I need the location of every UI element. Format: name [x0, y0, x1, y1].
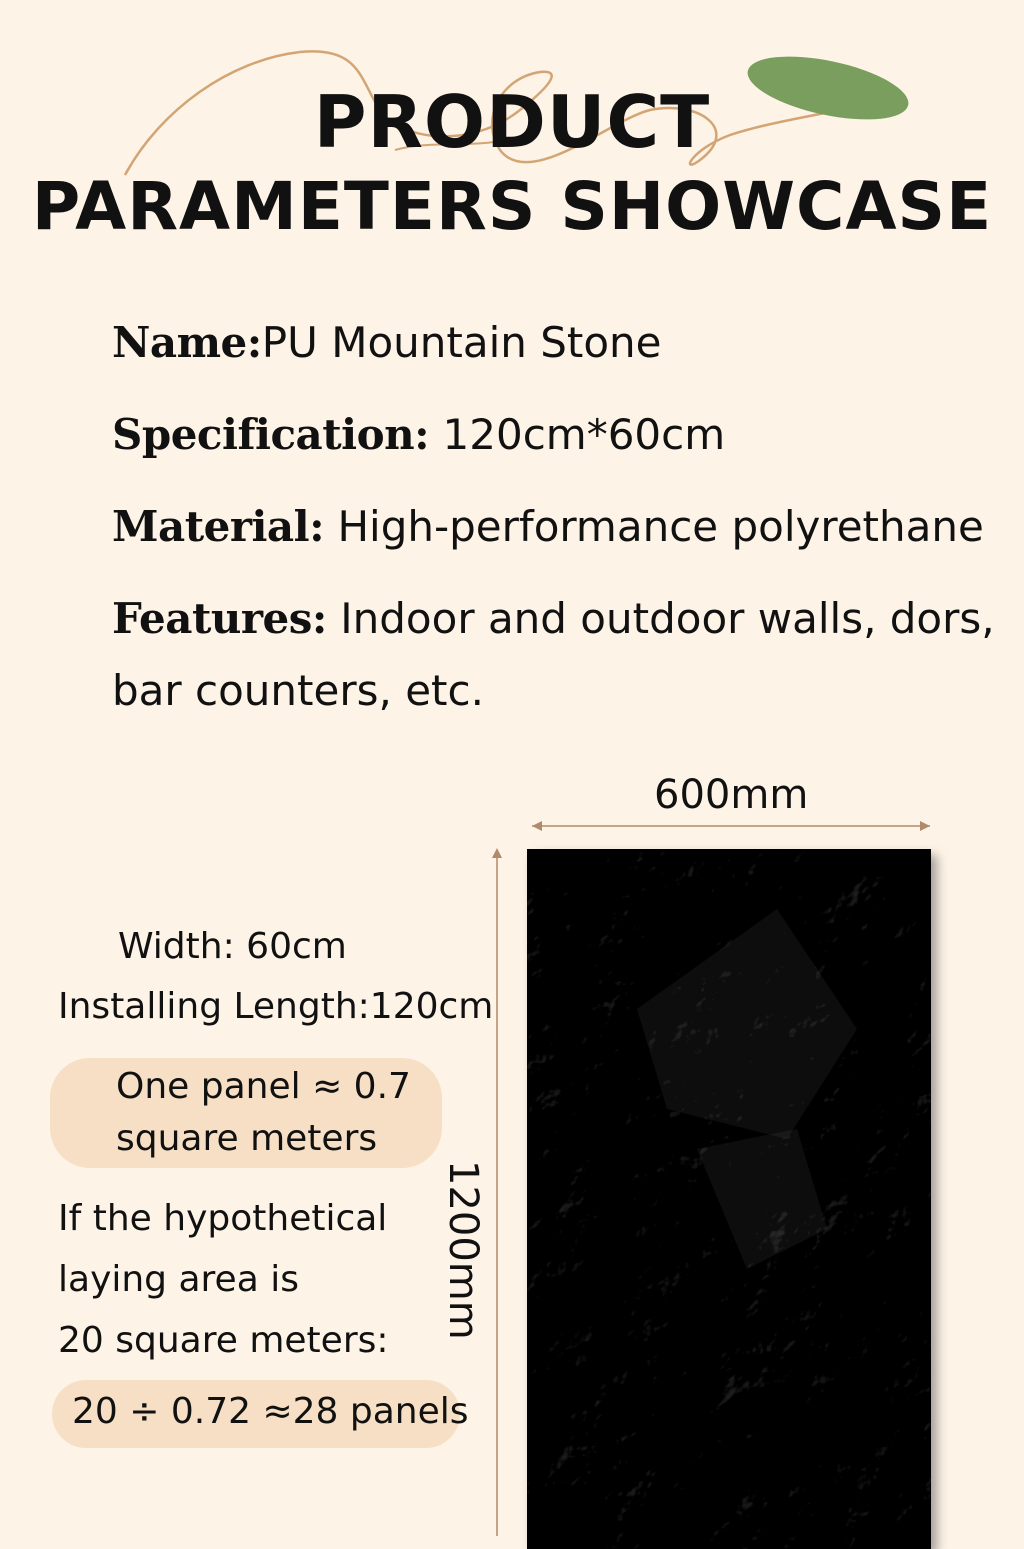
installing-length-text: Installing Length:120cm: [58, 986, 494, 1027]
height-dimension-label: 1200mm: [440, 1160, 486, 1340]
hypothetical-line2: laying area is: [58, 1259, 299, 1300]
spec-features-label: Features:: [112, 594, 327, 643]
page-title-line1: PRODUCT: [313, 80, 711, 164]
spec-features-value-line2: bar counters, etc.: [112, 666, 484, 715]
panel-area-line1: One panel ≈ 0.7: [116, 1066, 411, 1107]
spec-specification-label: Specification:: [112, 410, 430, 459]
width-text: Width: 60cm: [118, 926, 347, 967]
spec-features-value-line1: Indoor and outdoor walls, dors,: [340, 594, 995, 643]
stone-panel-image: [527, 849, 931, 1549]
hypothetical-line3: 20 square meters:: [58, 1320, 389, 1361]
calculation-text: 20 ÷ 0.72 ≈28 panels: [72, 1391, 469, 1432]
spec-name-value: PU Mountain Stone: [261, 318, 662, 367]
page-title-line2: PARAMETERS SHOWCASE: [31, 168, 993, 245]
spec-material-value: High-performance polyrethane: [337, 502, 984, 551]
panel-area-line2: square meters: [116, 1118, 378, 1159]
spec-material-label: Material:: [112, 502, 325, 551]
spec-name-label: Name:: [112, 318, 262, 367]
spec-specification-value: 120cm*60cm: [442, 410, 726, 459]
hypothetical-line1: If the hypothetical: [58, 1198, 388, 1239]
width-dimension-label: 600mm: [654, 772, 809, 818]
